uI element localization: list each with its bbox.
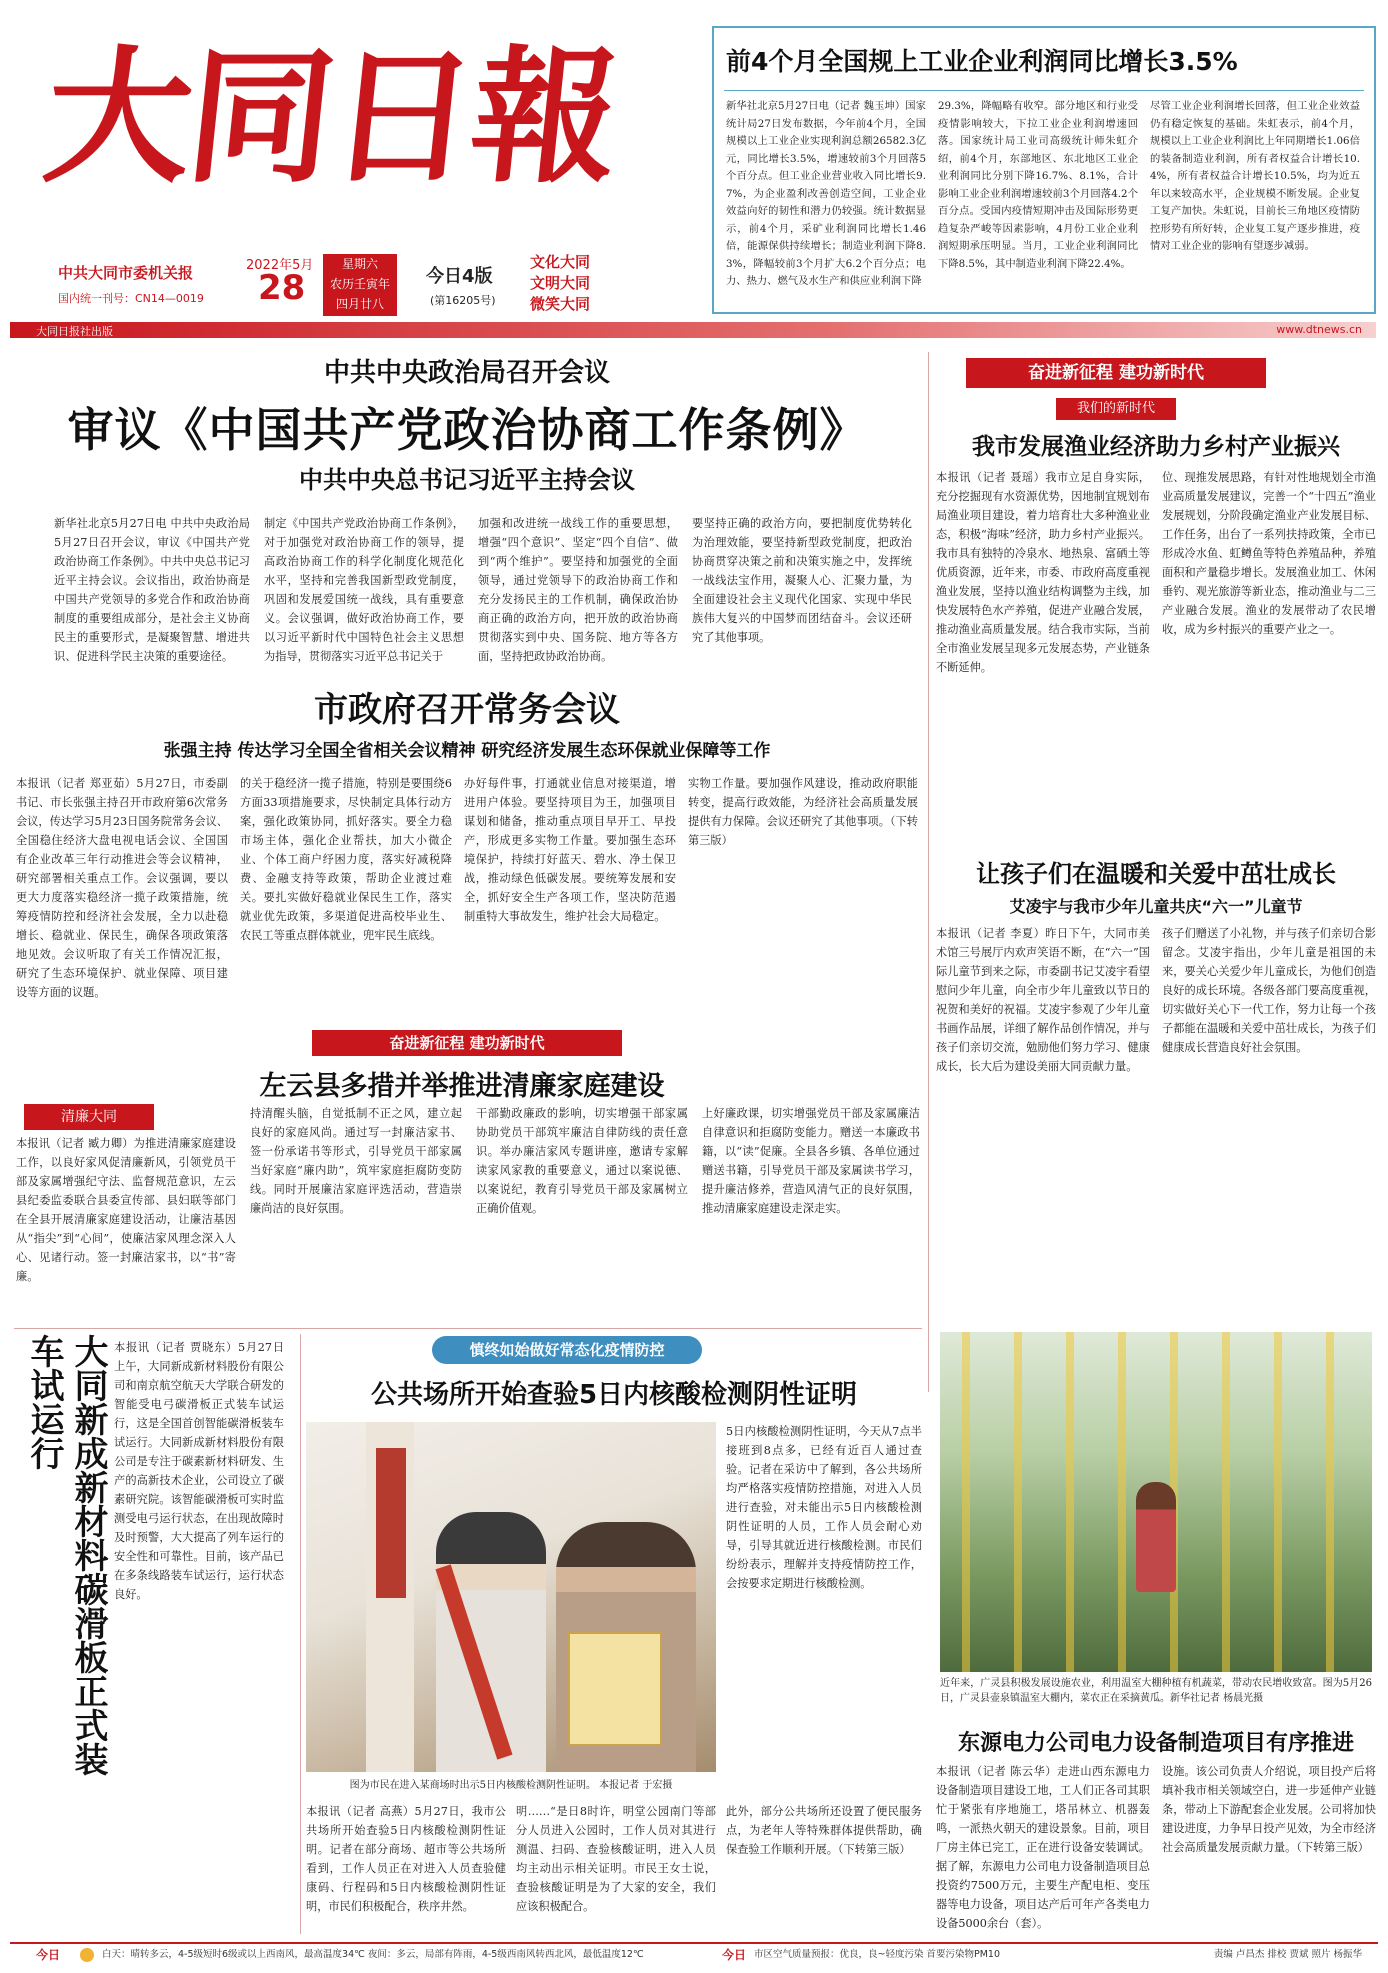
footer-label: 今日 [722,1948,747,1962]
meeting-col: 加强和改进统一战线工作的重要思想，增强“四个意识”、坚定“四个自信”、做到“两个维护”。要坚持和加强党的全面领导，通过党领导下的政治协商工作和充分发扬民主的工作机制，确保政治协商正确的政治方向，把开放的政治协商贯彻落实到中央、国务院、地方等各方面，坚持把政协政治协商。 [478,517,678,663]
top-news-col: 29.3%，降幅略有收窄。部分地区和行业受疫情影响较大，下拉工业企业利润增速回落。国家统计局工业司高级统计师朱虹介绍，前4个月，东部地区、东北地区工业企业利润同比分别下降16.7%、8.1%，合计影响工业企业利润增速较前3个月回落4.2个百分点。受国内疫情短期冲击及国际形势更趋复杂严峻等因素影响，4月份工业企业利润短期承压明显。当月，工业企业利润同比下降8.5%，其中制造业利润下降22.4%。 [938,100,1138,270]
children-subhead: 艾凌宇与我市少年儿童共庆“六一”儿童节 [1009,897,1303,916]
graphite-headline: 大同新成新材料碳滑板正式装车试运行 [24,1334,108,1776]
air-quality: 市区空气质量预报：优良，良~轻度污染 首要污染物PM10 [754,1949,1000,1960]
city-gov-col: 办好每件事，打通就业信息对接渠道，增进用户体验。要坚持项目为王，加强项目谋划和储备，推动重点项目早开工、早投产，形成更多实物工作量。要加强生态环境保护，持续打好蓝天、碧水、净土保卫战，推动绿色低碳发展。要统筹发展和安全，抓好安全生产各项工作，坚决防范遏制重特大事故发生，维护社会大局稳定。 [464,777,676,923]
city-gov-headline: 市政府召开常务会议 [314,690,620,730]
qinglian-body: 干部勤政廉政的影响，切实增强干部家属协助党员干部筑牢廉洁自律防线的责任意识。举办廉洁家风专题讲座，邀请专家解读家风家教的重要意义，通过以案说德、以案说纪，教育引导党员干部及家属树立正确价值观。 [476,1107,688,1215]
meeting-col: 制定《中国共产党政治协商工作条例》，对于加强党对政治协商工作的领导，提高政治协商工作的科学化制度化规范化水平，坚持和完善我国新型政党制度，巩固和发展爱国统一战线，具有重要意义。会议强调，做好政治协商工作，要以习近平新时代中国特色社会主义思想为指导，贯彻落实习近平总书记关于 [264,517,464,663]
meeting-col: 新华社北京5月27日电 中共中央政治局5月27日召开会议，审议《中国共产党政治协商工作条例》。中共中央总书记习近平主持会议。会议指出，政治协商是中国共产党领导的多党合作和政治协商制度的重要组成部分，是社会主义协商民主的重要形式，是凝聚智慧、增进共识、促进科学民主决策的重要途径。 [54,517,250,663]
covid-photo-caption: 图为市民在进入某商场时出示5日内核酸检测阴性证明。 本报记者 于宏摄 [349,1780,673,1791]
city-gov-col: 的关于稳经济一揽子措施，特别是要围绕6方面33项措施要求，尽快制定具体行动方案，强化政策协同，抓好落实。要全力稳市场主体，强化企业帮扶，加大小微企业、个体工商户纾困力度，落实好减税降费、金融支持等政策，帮助企业渡过难关。要扎实做好稳就业保民生工作，落实就业优先政策，多渠道促进高校毕业生、农民工等重点群体就业，兜牢民生底线。 [240,777,452,942]
fishery-col: 位、现推发展思路，有针对性地规划全市渔业高质量发展建议，完善一个“十四五”渔业发展规划，分阶段确定渔业产业发展目标、工作任务，出台了一系列扶持政策，全市已形成冷水鱼、虹鳟鱼等特色养殖品种，养殖面积和产量稳步增长。发展渔业加工、休闲垂钓、观光旅游等新业态，推动渔业与二三产业融合发展。渔业的发展带动了农民增收，成为乡村振兴的重要产业之一。 [1162,471,1376,636]
top-news-col: 新华社北京5月27日电（记者 魏玉坤）国家统计局27日发布数据，今年前4个月，全国规模以上工业企业实现利润总额26582.3亿元，同比增长3.5%，增速较前3个月回落5个百分点。但工业企业营业收入同比增长9.7%，为企业盈利改善创造空间，工业企业效益向好的韧性和潜力仍较强。统计数据显示，前4个月，采矿业利润同比增长1.46倍，能源保供持续增长；制造业利润下降8.3%，降幅较前3个月扩大6.2个百分点；电力、热力、燃气及水生产和供应业利润下降 [726,100,926,287]
covid-banner: 慎终如始做好常态化疫情防控 [432,1336,702,1364]
fishery-col: 本报讯（记者 聂瑶）我市立足自身实际，充分挖掘现有水资源优势，因地制宜规划布局渔业项目建设，着力培育壮大多种渔业业态，积极“海味”经济，助力乡村产业振兴。我市具有独特的冷泉水、地热泉、富硒土等优质资源，近年来，市委、市政府高度重视渔业发展，坚持以渔业结构调整为主线，加快发展特色水产养殖，促进产业融合发展，推动渔业高质量发展。结合我市实际，当前全市渔业发展呈现多元发展态势，产业链条不断延伸。 [936,471,1150,674]
logo [37,28,666,228]
fishery-headline: 我市发展渔业经济助力乡村产业振兴 [972,434,1340,460]
motto: 文明大同 [530,274,591,292]
org-line: 中共大同市委机关报 [58,264,194,282]
footer [10,1942,1378,1968]
motto: 文化大同 [530,253,591,271]
power-col: 设施。该公司负责人介绍说，项目投产后将填补我市相关领域空白，进一步延伸产业链条，带动上下游配套企业发展。公司将加快建设进度，力争早日投产见效，为全市经济社会高质量发展贡献力量。（下转第三版） [1162,1765,1376,1854]
motto: 微笑大同 [530,295,591,313]
day: 28 [258,268,306,308]
qinglian-body: 持清醒头脑，自觉抵制不正之风，建立起良好的家庭风尚。通过写一封廉洁家书、签一份承诺书等形式，引导党员干部家属当好家庭“廉内助”，筑牢家庭拒腐防变防线。同时开展廉洁家庭评选活动，营造崇廉尚洁的良好氛围。 [250,1107,462,1215]
meeting-headline: 审议《中国共产党政治协商工作条例》 [67,403,867,457]
meeting-kicker: 中共中央政治局召开会议 [323,358,610,388]
power-headline: 东源电力公司电力设备制造项目有序推进 [957,1731,1354,1756]
fishery-banner: 奋进新征程 建功新时代 [966,358,1266,388]
qinglian-headline: 左云县多措并举推进清廉家庭建设 [259,1071,665,1102]
weekday: 星期六 [341,257,378,271]
lunar-day: 四月廿八 [335,297,384,311]
weather-today: 白天：晴转多云，4-5级短时6级或以上西南风，最高温度34℃ 夜间：多云，局部有阵雨，4-5级西南风转西北风，最低温度12℃ [102,1949,644,1960]
power-col: 本报讯（记者 陈云华）走进山西东源电力设备制造项目建设工地，工人们正各司其职忙于紧张有序地施工，塔吊林立、机器轰鸣，一派热火朝天的建设景象。目前，项目厂房主体已完工，正在进行设备安装调试。据了解，东源电力公司电力设备制造项目总投资约7500万元，主要生产配电柜、变压器等电力设备，项目达产后可年产各类电力设备5000余台（套）。 [936,1765,1150,1930]
qinglian-tag: 清廉大同 [24,1104,154,1130]
poster [376,1448,406,1598]
covid-col: 5日内核酸检测阴性证明，今天从7点半接班到8点多，已经有近百人通过查验。记者在采访中了解到，各公共场所均严格落实疫情防控措施，对进入人员进行查验，对未能出示5日内核酸检测阴性证明的人员，工作人员会耐心劝导，引导其就近进行核酸检测。市民们纷纷表示，理解并支持疫情防控工作，会按要求定期进行核酸检测。 [726,1425,922,1590]
page-count: 今日4版 [426,266,493,287]
children-col: 本报讯（记者 李夏）昨日下午，大同市美术馆三号展厅内欢声笑语不断，在“六一”国际儿童节到来之际，市委副书记艾凌宇看望慰问少年儿童，向全市少年儿童致以节日的祝贺和美好的祝福。艾凌宇参观了少年儿童书画作品展，详细了解作品创作情况，并与孩子们亲切交流，勉励他们努力学习、健康成长，长大后为建设美丽大同贡献力量。 [936,927,1150,1073]
qinglian-banner: 奋进新征程 建功新时代 [312,1030,622,1056]
covid-headline: 公共场所开始查验5日内核酸检测阴性证明 [370,1380,858,1410]
children-col: 孩子们赠送了小礼物，并与孩子们亲切合影留念。艾凌宇指出，少年儿童是祖国的未来，要关心关爱少年儿童成长，为他们创造良好的成长环境。各级各部门要高度重视，切实做好关心下一代工作，努力让每一个孩子都能在温暖和关爱中茁壮成长，为孩子们健康成长营造良好社会氛围。 [1162,927,1376,1054]
sun-icon [80,1948,94,1962]
graphite-body: 本报讯（记者 贾晓东）5月27日上午，大同新成新材料股份有限公司和南京航空航天大学联合研发的智能受电弓碳滑板正式装车试运行，这是全国首创智能碳滑板装车试运行。大同新成新材料股份有限公司是专注于碳素新材料研发、生产的高新技术企业，公司设立了碳素研究院。该智能碳滑板可实时监测受电弓运行状态，在出现故障时及时预警，大大提高了列车运行的安全性和可靠性。目前，该产品已在多条线路装车试运行，运行状态良好。 [114,1341,284,1601]
covid-col: 此外，部分公共场所还设置了便民服务点，为老年人等特殊群体提供帮助，确保查验工作顺利开展。（下转第三版） [726,1805,922,1856]
top-news-box [712,26,1376,314]
city-gov-subhead: 张强主持 传达学习全国全省相关会议精神 研究经济发展生态环保就业保障等工作 [163,741,771,761]
fishery-kicker: 我们的新时代 [1056,398,1176,420]
publisher: 大同日报社出版 [36,325,113,338]
meeting-subhead: 中共中央总书记习近平主持会议 [299,466,635,494]
year-month: 2022年5月 [246,258,314,273]
top-news-col: 尽管工业企业利润增长回落，但工业企业效益仍有稳定恢复的基础。朱虹表示，前4个月，规模以上工业企业利润比上年同期增长1.06倍的装备制造业利润，所有者权益合计增长10.4%，所有者权益合计增长10.5%，均为近五年以来较高水平，企业规模不断发展。企业复工复产加快。朱虹说，目前长三角地区疫情防控形势有所好转，企业复工复产逐步推进，疫情对工业企业的影响有望逐步减弱。 [1150,100,1360,252]
logo-text: 大同日報 [37,32,624,203]
graphite-article [14,1334,294,1934]
publisher-bar [10,322,1376,338]
top-news-headline: 前4个月全国规上工业企业利润同比增长3.5% [726,47,1238,76]
issue-number: (第16205号) [430,294,496,307]
covid-col: 本报讯（记者 高燕）5月27日，我市公共场所开始查验5日内核酸检测阴性证明。记者在部分商场、超市等公共场所看到，工作人员正在对进入人员查验健康码、行程码和5日内核酸检测阴性证明，市民们积极配合，秩序井然。 [306,1805,506,1913]
website: www.dtnews.cn [1276,323,1362,336]
farmer [1136,1482,1176,1592]
qinglian-body: 上好廉政课，切实增强党员干部及家属廉洁自律意识和拒腐防变能力。赠送一本廉政书籍，以“读”促廉。全县各乡镇、各单位通过赠送书籍，引导党员干部及家属读书学习，提升廉洁修养，营造风清气正的良好氛围，推动清廉家庭建设走深走实。 [702,1107,920,1215]
city-gov-col: 本报讯（记者 郑亚茹）5月27日，市委副书记、市长张强主持召开市政府第6次常务会议，传达学习5月23日国务院常务会议、全国稳住经济大盘电视电话会议、全国国有企业改革三年行动推进会等会议精神，研究部署相关重点工作。会议强调，要以更大力度落实稳经济一揽子政策措施，统筹疫情防控和经济社会发展，全力以赴稳增长、稳就业、保民生，确保各项政策落地见效。会议听取了有关工作情况汇报，研究了生态环境保护、就业保障、项目建设等方面的议题。 [16,777,228,999]
lunar-box [323,254,397,316]
greenhouse-caption: 近年来，广灵县积极发展设施农业，利用温室大棚种植有机蔬菜，带动农民增收致富。图为5月26日，广灵县壶泉镇温室大棚内，菜农正在采摘黄瓜。新华社记者 杨晨光摄 [940,1678,1372,1704]
city-gov-article [14,676,920,1026]
motto-list [530,252,590,315]
editors: 责编 卢昌杰 排校 贾斌 照片 杨振华 [1213,1949,1362,1960]
covid-article [306,1336,922,1936]
meeting-article [14,350,920,670]
meeting-col: 要坚持正确的政治方向，要把制度优势转化为治理效能，要坚持新型政党制度，把政治协商贯穿决策之前和决策实施之中，发挥统一战线法宝作用，凝聚人心、汇聚力量，为全面建设社会主义现代化国家、实现中华民族伟大复兴的中国梦而团结奋斗。会议还研究了其他事项。 [692,517,912,644]
bag [568,1632,662,1746]
serial-number: 国内统一刊号：CN14—0019 [58,292,204,305]
covid-col: 明……“是日8时许，明堂公园南门等部分人员进入公园时，工作人员对其进行测温、扫码、查验核酸证明，进入人员均主动出示相关证明。市民王女士说，查验核酸证明是为了大家的安全，我们应该积极配合。 [516,1805,716,1913]
city-gov-col: 实物工作量。要加强作风建设，推动政府职能转变，提高行政效能，为经济社会高质量发展提供有力保障。会议还研究了其他事项。（下转第三版） [688,777,918,847]
qinglian-body: 本报讯（记者 臧力卿）为推进清廉家庭建设工作，以良好家风促清廉新风，引领党员干部及家属增强纪守法、监督规范意识，左云县纪委监委联合县委宣传部、县妇联等部门在全县开展清廉家庭建设活动，让廉洁基因从“指尖”到“心间”，使廉洁家风理念深入人心、见诸行动。签一封廉洁家书，以“书”寄廉。 [16,1137,236,1283]
greenhouse-photo [940,1332,1372,1672]
children-headline: 让孩子们在温暖和关爱中茁壮成长 [976,860,1336,888]
footer-label: 今日 [36,1948,61,1962]
lunar-year: 农历壬寅年 [329,277,390,291]
covid-photo [306,1422,716,1772]
